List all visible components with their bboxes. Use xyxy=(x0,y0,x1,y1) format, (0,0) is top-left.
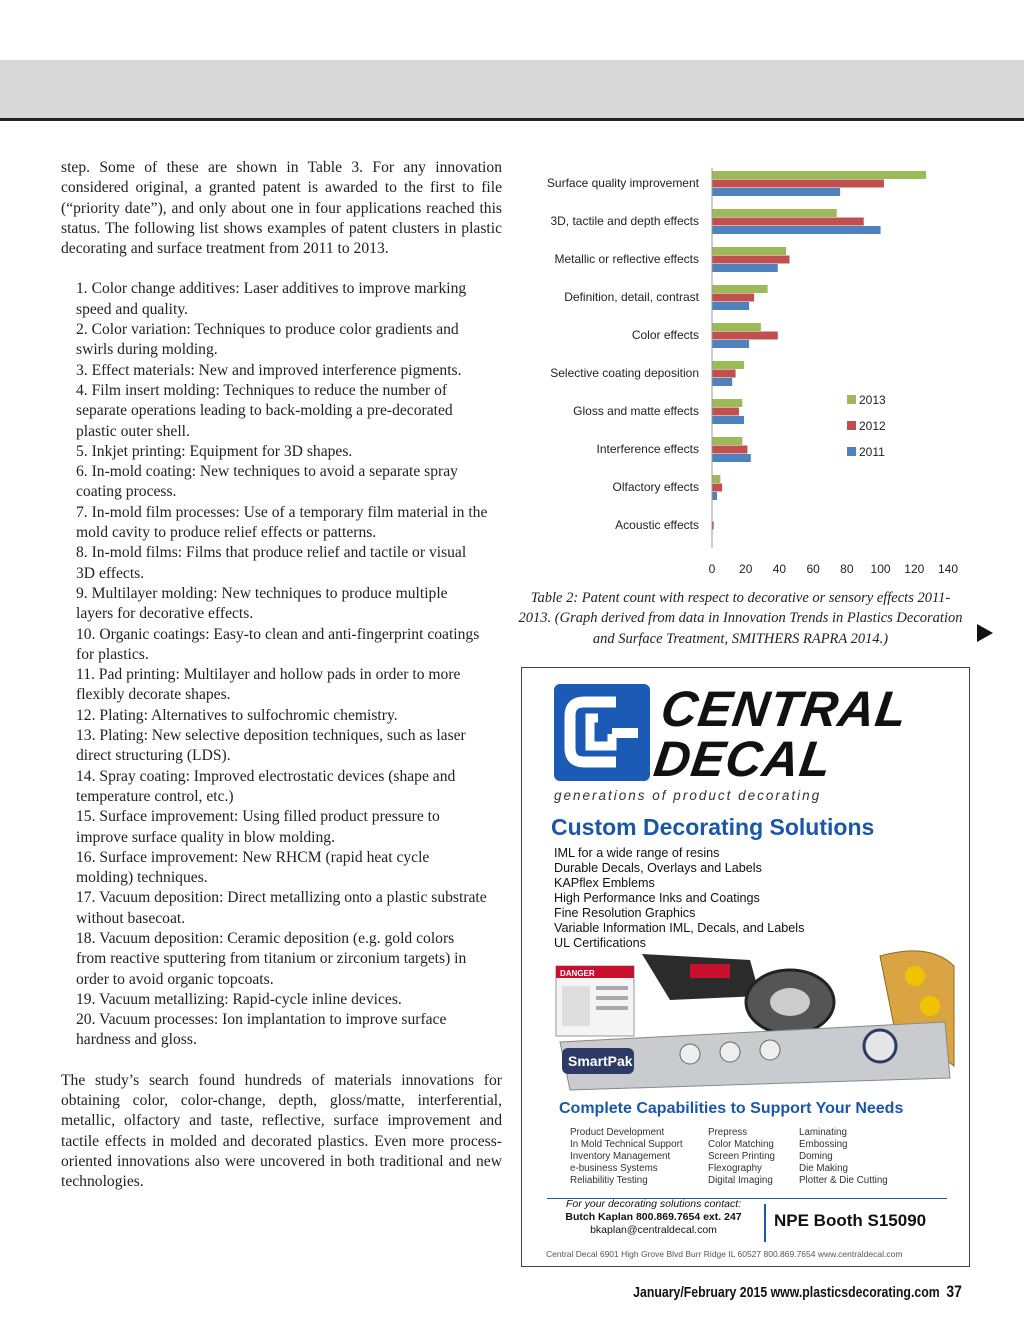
legend-swatch xyxy=(847,395,856,404)
category-label: Olfactory effects xyxy=(612,480,699,494)
capability-item: Die Making xyxy=(799,1163,849,1174)
danger-label: DANGER xyxy=(560,969,595,978)
category-label: Color effects xyxy=(631,328,699,342)
category-label: Surface quality improvement xyxy=(546,176,699,190)
list-item: 14. Spray coating: Improved electrostatic devices (shape and temperature control, etc.) xyxy=(76,767,456,805)
bar-2013 xyxy=(712,171,926,179)
x-tick-label: 40 xyxy=(772,562,787,576)
bar-2013 xyxy=(712,475,720,483)
capabilities-column-2 xyxy=(708,1127,775,1187)
bar-2011 xyxy=(712,340,749,348)
bar-2012 xyxy=(712,294,754,302)
innovation-list xyxy=(61,279,488,1050)
list-item: 1. Color change additives: Laser additives to improve marking speed and quality. xyxy=(76,280,467,318)
x-tick-label: 20 xyxy=(739,562,753,576)
capability-item: Plotter & Die Cutting xyxy=(799,1175,888,1186)
central-decal-advertisement xyxy=(521,667,970,1267)
category-label: Definition, detail, contrast xyxy=(564,290,699,304)
page-footer xyxy=(633,1282,962,1302)
list-item: 17. Vacuum deposition: Direct metallizing onto a plastic substrate without basecoat. xyxy=(76,889,487,927)
legend-label: 2011 xyxy=(859,445,885,459)
bar-2013 xyxy=(712,247,786,255)
bar-2011 xyxy=(712,302,749,310)
x-tick-label: 140 xyxy=(937,562,959,576)
contact-block xyxy=(547,1198,760,1237)
list-item: 5. Inkjet printing: Equipment for 3D shapes. xyxy=(76,442,353,460)
category-label: Gloss and matte effects xyxy=(573,404,699,418)
list-item: 15. Surface improvement: Using filled product pressure to improve surface quality in blow molding. xyxy=(76,808,440,846)
legend-label: 2012 xyxy=(859,419,886,433)
x-tick-label: 60 xyxy=(806,562,820,576)
smartpak-label: SmartPak xyxy=(568,1053,633,1069)
brand-wordmark: CENTRAL DECAL xyxy=(650,681,912,787)
bar-2013 xyxy=(712,209,837,217)
site-url: www.plasticsdecorating.com xyxy=(770,1284,940,1301)
bar-2011 xyxy=(712,226,881,234)
x-tick-label: 100 xyxy=(870,562,891,576)
product-photos xyxy=(550,946,970,1096)
x-tick-label: 120 xyxy=(904,562,925,576)
feature-item: Durable Decals, Overlays and Labels xyxy=(554,861,762,875)
feature-item: IML for a wide range of resins xyxy=(554,846,720,860)
booth-number: NPE Booth S15090 xyxy=(774,1211,927,1230)
central-decal-logo-icon xyxy=(554,684,650,781)
list-item: 9. Multilayer molding: New techniques to produce multiple layers for decorative effects. xyxy=(76,584,448,623)
bar-2011 xyxy=(712,492,717,500)
bar-2011 xyxy=(712,378,732,386)
legend-swatch xyxy=(847,447,856,456)
category-label: Metallic or reflective effects xyxy=(554,252,699,266)
list-item: 4. Film insert molding: Techniques to reduce the number of separate operations leading to back-molding a pre-decorated plastic outer shell. xyxy=(76,381,453,440)
bar-2011 xyxy=(712,416,744,424)
feature-list xyxy=(554,846,804,951)
list-item: 8. In-mold films: Films that produce relief and tactile or visual 3D effects. xyxy=(76,544,467,582)
capability-item: Color Matching xyxy=(708,1139,774,1150)
intro-paragraph: step. Some of these are shown in Table 3. For any innovation considered original, a granted patent is awarded to the first to file (“priority date”), and only about one in four applications reached this status. The following list shows examples of patent clusters in plastic decorating and surface treatment from 2011 to 2013. xyxy=(61,159,502,258)
bar-2012 xyxy=(712,446,747,454)
closing-paragraph: The study’s search found hundreds of materials innovations for obtaining color, color-change, depth, gloss/matte, interferential, metallic, olfactory and taste, reflective, surface improvement and tactile effects in molded and decorated plastics. Even more process-oriented innovations also were uncovered in both traditional and new technologies. xyxy=(61,1071,502,1191)
list-item: 12. Plating: Alternatives to sulfochromic chemistry. xyxy=(76,706,398,724)
bar-2013 xyxy=(712,323,761,331)
capability-item: In Mold Technical Support xyxy=(570,1139,683,1150)
list-item: 18. Vacuum deposition: Ceramic deposition (e.g. gold colors from reactive sputtering from titanium or zirconium targets) in order to avoid organic topcoats. xyxy=(76,929,467,988)
feature-item: Fine Resolution Graphics xyxy=(554,906,696,920)
feature-item: Variable Information IML, Decals, and Labels xyxy=(554,921,805,935)
contact-separator xyxy=(764,1204,766,1242)
capability-item: Prepress xyxy=(708,1127,748,1138)
ad-footer-address: Central Decal 6901 High Grove Blvd Burr Ridge IL 60527 800.869.7654 www.centraldecal.com xyxy=(546,1249,903,1259)
bar-2012 xyxy=(712,484,722,492)
bar-2013 xyxy=(712,437,742,445)
list-item: 16. Surface improvement: New RHCM (rapid heat cycle molding) techniques. xyxy=(76,848,430,887)
category-label: Acoustic effects xyxy=(615,518,699,532)
bar-2011 xyxy=(712,264,778,272)
patent-count-chart xyxy=(515,158,975,578)
capability-item: Inventory Management xyxy=(570,1151,671,1162)
bar-2012 xyxy=(712,256,790,264)
list-item: 2. Color variation: Techniques to produce color gradients and swirls during molding. xyxy=(76,321,459,359)
list-item: 19. Vacuum metallizing: Rapid-cycle inline devices. xyxy=(76,990,402,1008)
bar-2012 xyxy=(712,332,778,340)
bar-2012 xyxy=(712,370,736,378)
feature-item: KAPflex Emblems xyxy=(554,876,655,890)
x-tick-label: 0 xyxy=(708,562,716,576)
capability-item: Laminating xyxy=(799,1127,847,1138)
list-item: 20. Vacuum processes: Ion implantation to improve surface hardness and gloss. xyxy=(76,1011,447,1049)
bar-2011 xyxy=(712,188,840,196)
bar-2012 xyxy=(712,408,739,416)
list-item: 10. Organic coatings: Easy-to clean and anti-fingerprint coatings for plastics. xyxy=(76,625,480,663)
capability-item: Digital Imaging xyxy=(708,1175,773,1186)
legend-swatch xyxy=(847,421,856,430)
capabilities-column-1 xyxy=(570,1127,683,1187)
list-item: 7. In-mold film processes: Use of a temporary film material in the mold cavity to produce relief effects or patterns. xyxy=(76,503,488,542)
capabilities-column-3 xyxy=(799,1127,888,1187)
capability-item: Embossing xyxy=(799,1139,848,1150)
bar-2013 xyxy=(712,285,768,293)
contact-name: Butch Kaplan 800.869.7654 ext. 247 xyxy=(565,1211,742,1223)
page-number: 37 xyxy=(946,1282,962,1301)
contact-intro: For your decorating solutions contact: xyxy=(565,1198,742,1210)
capability-item: Flexography xyxy=(708,1163,762,1174)
capability-item: Product Development xyxy=(570,1127,665,1138)
bar-2011 xyxy=(712,454,751,462)
capability-item: Screen Printing xyxy=(708,1151,775,1162)
feature-item: High Performance Inks and Coatings xyxy=(554,891,760,905)
capability-item: Reliabilitiy Testing xyxy=(570,1175,648,1186)
bar-2012 xyxy=(712,180,884,188)
contact-email: bkaplan@centraldecal.com xyxy=(590,1224,717,1236)
capability-item: e-business Systems xyxy=(570,1163,658,1174)
bar-2013 xyxy=(712,399,742,407)
feature-item: UL Certifications xyxy=(554,936,646,950)
brand-tagline: generations of product decorating xyxy=(554,788,822,803)
x-tick-label: 80 xyxy=(840,562,854,576)
ad-subheadline: Complete Capabilities to Support Your Needs xyxy=(559,1100,904,1117)
category-label: Selective coating deposition xyxy=(550,366,699,380)
continue-arrow-icon xyxy=(977,624,993,642)
category-label: 3D, tactile and depth effects xyxy=(550,214,699,228)
article-text-column xyxy=(61,158,502,1193)
bar-2013 xyxy=(712,361,744,369)
legend-label: 2013 xyxy=(859,393,886,407)
header-band xyxy=(0,60,1024,121)
issue-date: January/February 2015 xyxy=(633,1284,768,1301)
list-item: 11. Pad printing: Multilayer and hollow pads in order to more flexibly decorate shapes. xyxy=(76,666,461,704)
list-item: 3. Effect materials: New and improved interference pigments. xyxy=(76,361,462,379)
chart-caption: Table 2: Patent count with respect to decorative or sensory effects 2011-2013. (Graph derived from data in Innovation Trends in Plastics Decoration and Surface Treatment, SMITHERS RAPRA 2014.) xyxy=(518,590,963,647)
ad-headline: Custom Decorating Solutions xyxy=(551,814,875,840)
list-item: 6. In-mold coating: New techniques to avoid a separate spray coating process. xyxy=(76,463,458,501)
bar-2012 xyxy=(712,218,864,226)
list-item: 13. Plating: New selective deposition techniques, such as laser direct structuring (LDS). xyxy=(76,727,466,765)
category-label: Interference effects xyxy=(596,442,699,456)
capability-item: Doming xyxy=(799,1151,833,1162)
